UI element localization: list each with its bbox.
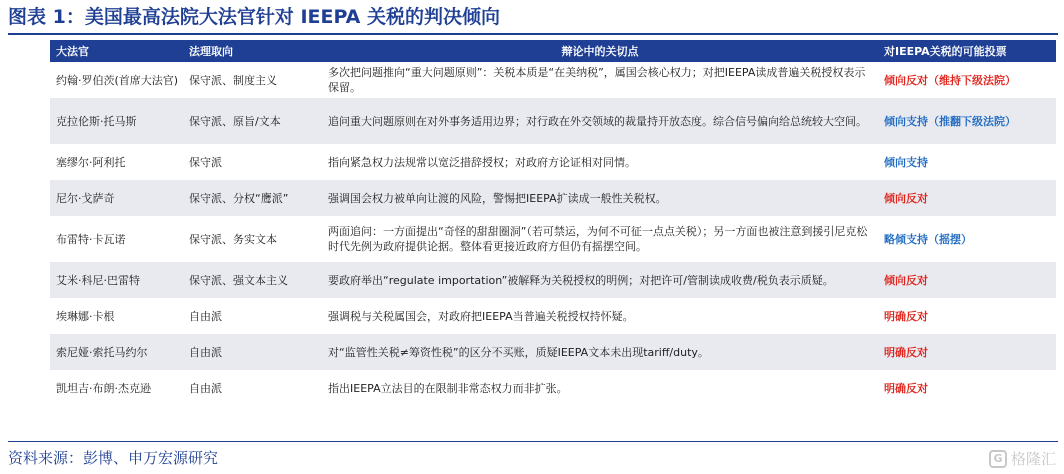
justice-orientation: 保守派、制度主义	[183, 62, 322, 98]
table-row	[50, 62, 1056, 98]
header-concern: 辩论中的关切点	[322, 40, 878, 62]
justice-concern: 强调国会权力被单向让渡的风险，警惕把IEEPA扩读成一般性关税权。	[322, 180, 878, 216]
header-justice: 大法官	[50, 40, 183, 62]
justice-concern: 多次把问题推向“重大问题原则”：关税本质是“在美纳税”，属国会核心权力；对把IEEPA读成普遍关税授权表示保留。	[322, 62, 878, 98]
justice-vote: 倾向支持	[878, 144, 1056, 180]
justice-vote: 倾向反对	[878, 262, 1056, 298]
justice-name: 克拉伦斯·托马斯	[50, 98, 183, 144]
justice-vote: 倾向反对（维持下级法院）	[878, 62, 1056, 98]
justice-name: 凯坦吉·布朗·杰克逊	[50, 370, 183, 406]
justice-name: 埃琳娜·卡根	[50, 298, 183, 334]
justices-table	[50, 40, 1056, 406]
justice-vote: 倾向支持（推翻下级法院）	[878, 98, 1056, 144]
justice-orientation: 自由派	[183, 334, 322, 370]
justice-orientation: 保守派、强文本主义	[183, 262, 322, 298]
justice-name: 塞缪尔·阿利托	[50, 144, 183, 180]
page-title: 图表 1：美国最高法院大法官针对 IEEPA 关税的判决倾向	[8, 6, 500, 28]
justices-table-container	[50, 40, 1056, 406]
justice-vote: 明确反对	[878, 298, 1056, 334]
justice-vote: 明确反对	[878, 334, 1056, 370]
justice-vote: 倾向反对	[878, 180, 1056, 216]
justice-concern: 要政府举出“regulate importation”被解释为关税授权的明例；对把许可/管制读成收费/税负表示质疑。	[322, 262, 878, 298]
justice-name: 索尼娅·索托马约尔	[50, 334, 183, 370]
header-vote: 对IEEPA关税的可能投票	[878, 40, 1056, 62]
justice-orientation: 保守派、分权“鹰派”	[183, 180, 322, 216]
table-row	[50, 98, 1056, 144]
justice-orientation: 保守派、原旨/文本	[183, 98, 322, 144]
table-row	[50, 216, 1056, 262]
justice-name: 约翰·罗伯茨(首席大法官)	[50, 62, 183, 98]
justice-concern: 对“监管性关税≠筹资性税”的区分不买账，质疑IEEPA文本未出现tariff/duty。	[322, 334, 878, 370]
source-note: 资料来源：彭博、申万宏源研究	[8, 449, 219, 467]
justice-concern: 指向紧急权力法规常以宽泛措辞授权；对政府方论证相对同情。	[322, 144, 878, 180]
table-row	[50, 180, 1056, 216]
justice-orientation: 保守派、务实文本	[183, 216, 322, 262]
justice-orientation: 保守派	[183, 144, 322, 180]
watermark-logo-icon: G	[989, 450, 1007, 468]
table-row	[50, 262, 1056, 298]
title-divider	[8, 33, 1058, 35]
justice-vote: 明确反对	[878, 370, 1056, 406]
justice-concern: 强调税与关税属国会，对政府把IEEPA当普遍关税授权持怀疑。	[322, 298, 878, 334]
justice-orientation: 自由派	[183, 370, 322, 406]
footer-divider	[8, 441, 1058, 442]
table-row	[50, 370, 1056, 406]
justice-vote: 略倾支持（摇摆）	[878, 216, 1056, 262]
justice-concern: 指出IEEPA立法目的在限制非常态权力而非扩张。	[322, 370, 878, 406]
justice-name: 布雷特·卡瓦诺	[50, 216, 183, 262]
table-row	[50, 144, 1056, 180]
watermark-text: 格隆汇	[1010, 450, 1056, 468]
table-row	[50, 334, 1056, 370]
justice-name: 艾米·科尼·巴雷特	[50, 262, 183, 298]
table-row	[50, 298, 1056, 334]
justice-concern: 追问重大问题原则在对外事务适用边界；对行政在外交领域的裁量持开放态度。综合信号偏向给总统较大空间。	[322, 98, 878, 144]
justice-name: 尼尔·戈萨奇	[50, 180, 183, 216]
justice-orientation: 自由派	[183, 298, 322, 334]
justice-concern: 两面追问：一方面提出“奇怪的甜甜圈洞”（若可禁运，为何不可征一点点关税）；另一方面也被注意到援引尼克松时代先例为政府提供论据。整体看更接近政府方但仍有摇摆空间。	[322, 216, 878, 262]
table-header-row	[50, 40, 1056, 62]
header-orientation: 法理取向	[183, 40, 322, 62]
watermark	[989, 448, 1056, 469]
